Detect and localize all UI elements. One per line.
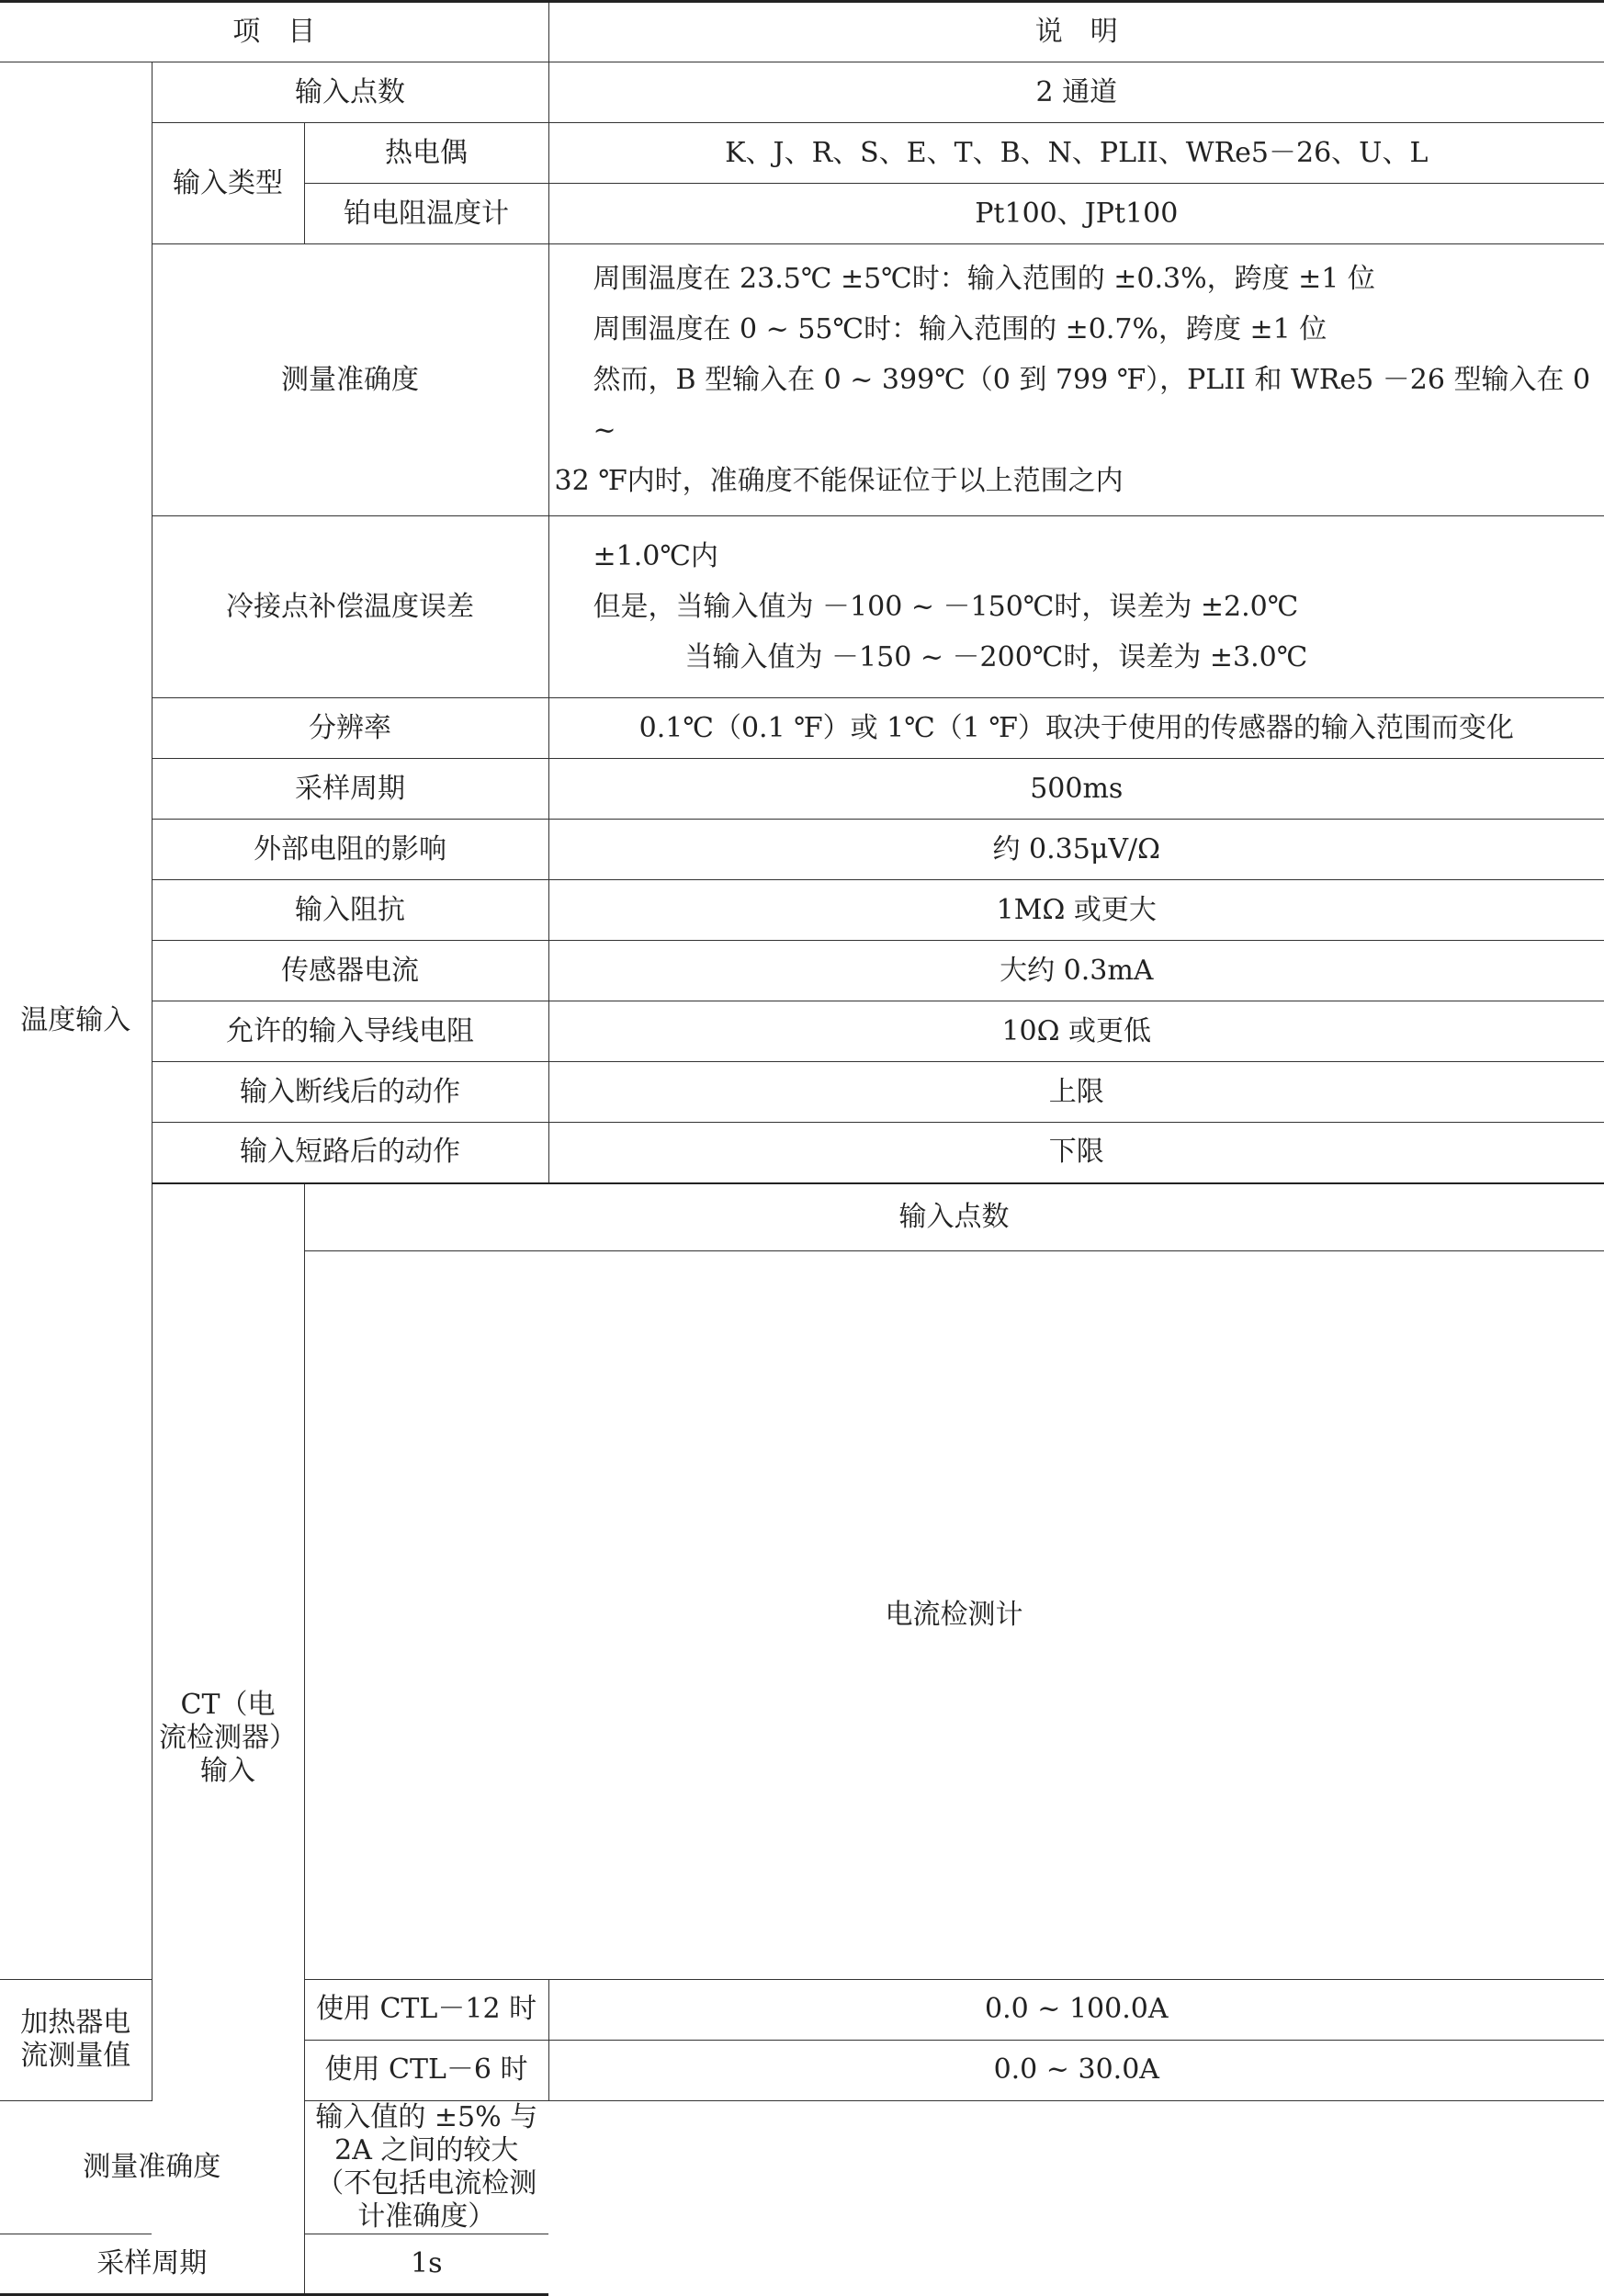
row-label: 允许的输入导线电阻 — [152, 1001, 548, 1062]
input-type-label: 输入类型 — [152, 123, 304, 244]
row-label: 输入点数 — [304, 1183, 1604, 1251]
row-value: Pt100、JPt100 — [548, 184, 1604, 244]
row-value: 输入值的 ±5% 与 2A 之间的较大（不包括电流检测计准确度） — [304, 2100, 548, 2234]
table-row — [0, 880, 1604, 941]
ct-group-line: 输入 — [200, 1755, 255, 1787]
header-row — [0, 2, 1604, 62]
row-value: 约 0.35μV/Ω — [548, 820, 1604, 880]
row-label: 传感器电流 — [152, 941, 548, 1001]
row-sublabel: 热电偶 — [304, 123, 548, 184]
row-value: 下限 — [548, 1123, 1604, 1183]
table-row — [0, 1123, 1604, 1183]
table-row — [0, 2234, 1604, 2294]
row-label: 采样周期 — [0, 2234, 304, 2294]
row-label: 输入阻抗 — [152, 880, 548, 941]
row-label: 测量准确度 — [0, 2100, 304, 2234]
table-row — [0, 1062, 1604, 1123]
table-row — [0, 759, 1604, 820]
row-label: 输入短路后的动作 — [152, 1123, 548, 1183]
table-row — [0, 698, 1604, 759]
ct-group-line: CT（电 — [180, 1689, 276, 1721]
table-row — [0, 1001, 1604, 1062]
ct-group-line: 流检测器） — [159, 1722, 297, 1754]
row-value: 500ms — [548, 759, 1604, 820]
accuracy-value — [548, 244, 1604, 516]
table-row — [0, 1183, 1604, 1251]
row-value: 0.1℃（0.1 ℉）或 1℃（1 ℉）取决于使用的传感器的输入范围而变化 — [548, 698, 1604, 759]
table-row — [0, 941, 1604, 1001]
row-value: K、J、R、S、E、T、B、N、PLII、WRe5－26、U、L — [548, 123, 1604, 184]
accuracy-line: 周围温度在 23.5℃ ±5℃时：输入范围的 ±0.3%，跨度 ±1 位 — [593, 263, 1375, 295]
header-desc: 说 明 — [548, 2, 1604, 62]
table-row — [0, 62, 1604, 123]
row-value: 大约 0.3mA — [548, 941, 1604, 1001]
row-sublabel: 铂电阻温度计 — [304, 184, 548, 244]
accuracy-line: 周围温度在 0 ~ 55℃时：输入范围的 ±0.7%，跨度 ±1 位 — [593, 313, 1327, 345]
row-value: 上限 — [548, 1062, 1604, 1123]
table-row — [0, 244, 1604, 516]
row-label: 采样周期 — [152, 759, 548, 820]
row-value: 2 通道 — [548, 62, 1604, 123]
heater-current-label — [0, 1979, 152, 2100]
row-value: 0.0 ~ 100.0A — [548, 1979, 1604, 2040]
row-label: 电流检测计 — [304, 1250, 1604, 1979]
accuracy-line: 然而，B 型输入在 0 ~ 399℃（0 到 799 ℉），PLII 和 WRe5 －26 型输入在 0 ~ — [593, 364, 1591, 447]
header-item: 项 目 — [0, 2, 548, 62]
row-sublabel: 使用 CTL－12 时 — [304, 1979, 548, 2040]
row-value: 1MΩ 或更大 — [548, 880, 1604, 941]
group-temp-input: 温度输入 — [0, 62, 152, 1980]
table-row — [0, 2100, 1604, 2234]
accuracy-line: 32 ℉内时，准确度不能保证位于以上范围之内 — [554, 465, 1124, 497]
table-row — [0, 123, 1604, 184]
heater-line: 流测量值 — [20, 2040, 131, 2072]
row-value: 1s — [304, 2234, 548, 2294]
row-label: 输入点数 — [152, 62, 548, 123]
row-label: 输入断线后的动作 — [152, 1062, 548, 1123]
cjc-line: 当输入值为 －150 ~ －200℃时，误差为 ±3.0℃ — [684, 641, 1308, 673]
cjc-line: 但是，当输入值为 －100 ~ －150℃时，误差为 ±2.0℃ — [593, 591, 1299, 623]
row-value: 10Ω 或更低 — [548, 1001, 1604, 1062]
row-label: 分辨率 — [152, 698, 548, 759]
heater-line: 加热器电 — [20, 2007, 131, 2039]
table-row — [0, 820, 1604, 880]
row-label: 冷接点补偿温度误差 — [152, 516, 548, 698]
row-sublabel: 使用 CTL－6 时 — [304, 2040, 548, 2100]
row-value: 0.0 ~ 30.0A — [548, 2040, 1604, 2100]
cjc-line: ±1.0℃内 — [593, 540, 718, 572]
table-row — [0, 516, 1604, 698]
row-label: 测量准确度 — [152, 244, 548, 516]
row-label: 外部电阻的影响 — [152, 820, 548, 880]
cjc-value — [548, 516, 1604, 698]
